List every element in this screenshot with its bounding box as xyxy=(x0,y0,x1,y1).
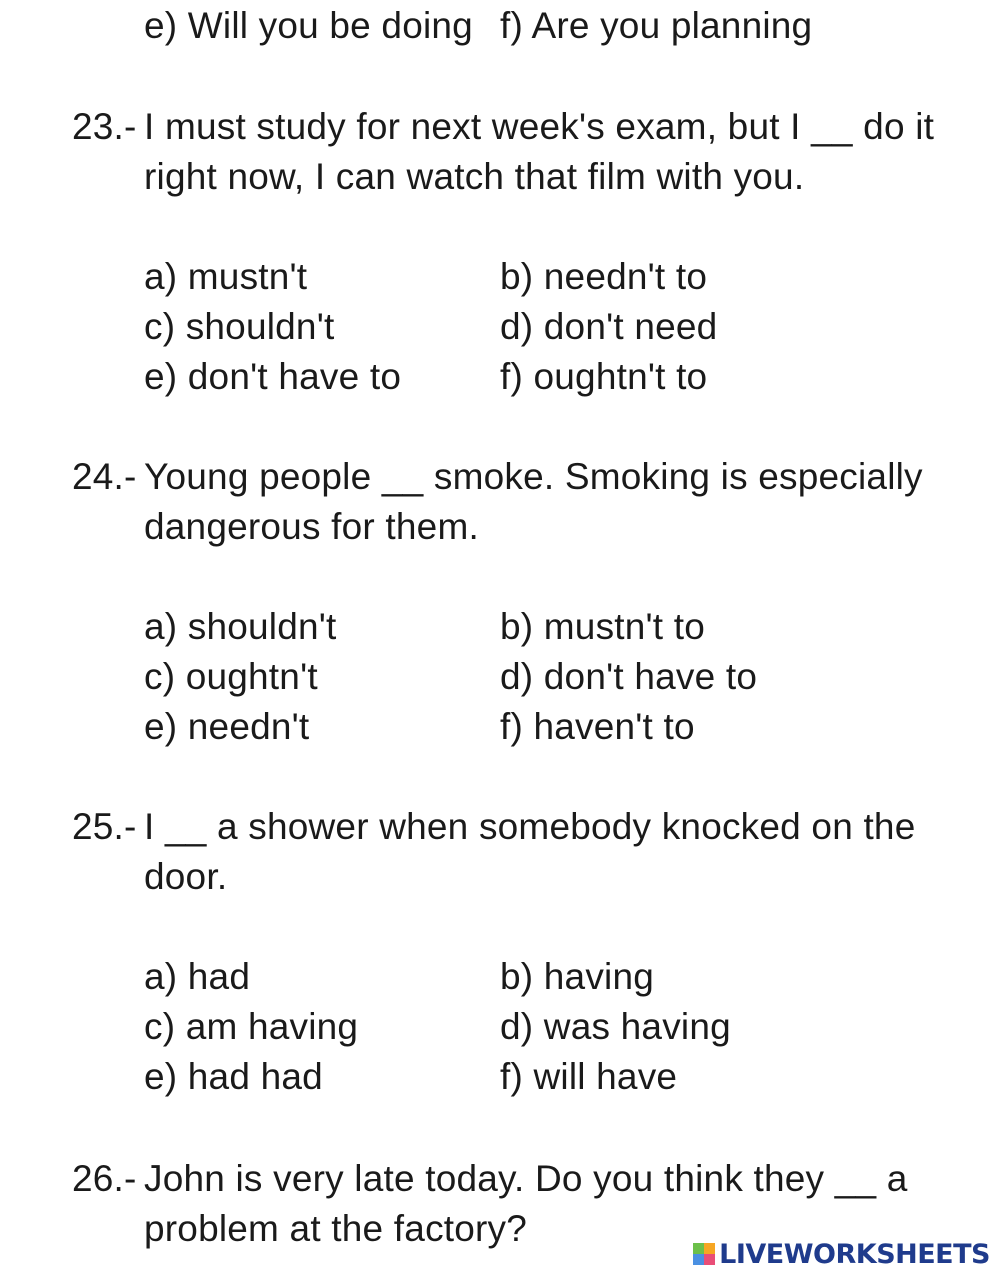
question-text-line: dangerous for them. xyxy=(144,506,479,547)
option-a[interactable]: a) mustn't xyxy=(144,256,308,297)
option-a[interactable]: a) had xyxy=(144,956,251,997)
question-text-line: Young people __ smoke. Smoking is especially xyxy=(144,456,923,497)
logo-text: LIVEWORKSHEETS xyxy=(719,1238,990,1270)
option-c[interactable]: c) am having xyxy=(144,1006,359,1047)
option-b[interactable]: b) needn't to xyxy=(500,256,708,297)
option-d[interactable]: d) don't need xyxy=(500,306,718,347)
option-f[interactable]: f) oughtn't to xyxy=(500,356,708,397)
question-text-line: problem at the factory? xyxy=(144,1208,528,1249)
option-d[interactable]: d) was having xyxy=(500,1006,731,1047)
option-b[interactable]: b) mustn't to xyxy=(500,606,706,647)
option-e[interactable]: e) don't have to xyxy=(144,356,402,397)
option-prev-f[interactable]: f) Are you planning xyxy=(500,5,813,46)
option-d[interactable]: d) don't have to xyxy=(500,656,758,697)
question-number: 25.- xyxy=(72,806,137,847)
question-text-line: I __ a shower when somebody knocked on the xyxy=(144,806,916,847)
option-a[interactable]: a) shouldn't xyxy=(144,606,337,647)
question-text-line: John is very late today. Do you think they __ a xyxy=(144,1158,908,1199)
question-text-line: door. xyxy=(144,856,228,897)
question-number: 26.- xyxy=(72,1158,137,1199)
option-f[interactable]: f) will have xyxy=(500,1056,678,1097)
option-c[interactable]: c) oughtn't xyxy=(144,656,318,697)
option-prev-e[interactable]: e) Will you be doing xyxy=(144,5,473,46)
question-text-line: I must study for next week's exam, but I __ do it xyxy=(144,106,935,147)
question-text-line: right now, I can watch that film with you. xyxy=(144,156,805,197)
option-c[interactable]: c) shouldn't xyxy=(144,306,335,347)
option-b[interactable]: b) having xyxy=(500,956,655,997)
option-e[interactable]: e) had had xyxy=(144,1056,323,1097)
option-f[interactable]: f) haven't to xyxy=(500,706,695,747)
option-e[interactable]: e) needn't xyxy=(144,706,310,747)
liveworksheets-logo xyxy=(693,1236,990,1272)
question-number: 24.- xyxy=(72,456,137,497)
liveworksheets-logo-icon xyxy=(693,1243,715,1265)
question-number: 23.- xyxy=(72,106,137,147)
